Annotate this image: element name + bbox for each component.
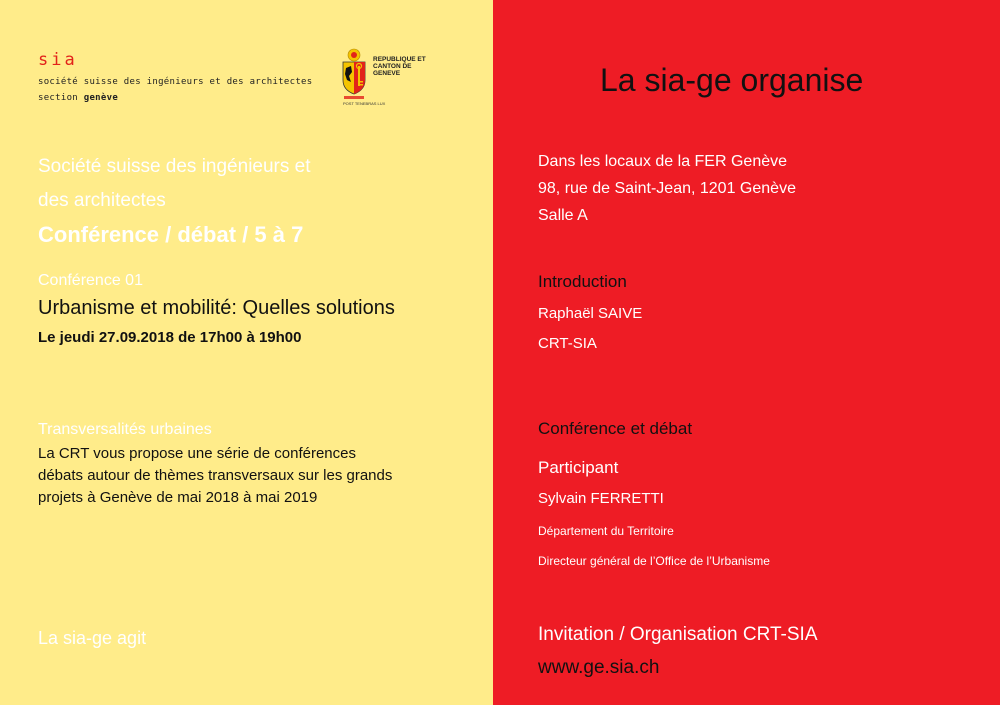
venue-line: Dans les locaux de la FER Genève [538, 153, 788, 170]
crest-motto: POST TENEBRAS LUX [343, 101, 386, 106]
venue-line: Salle A [538, 207, 588, 224]
crest-text: REPUBLIQUE ET CANTON DE GENEVE [373, 56, 426, 77]
section-title: Transversalités urbaines [38, 421, 212, 438]
intro-speaker-name: Raphaël SAIVE [538, 305, 643, 322]
right-heading: La sia-ge organise [600, 62, 864, 98]
right-panel [493, 0, 1000, 705]
left-footer: La sia-ge agit [38, 628, 147, 648]
participant-title: Participant [538, 458, 619, 477]
participant-department: Département du Territoire [538, 524, 674, 538]
society-line-2: des architectes [38, 190, 166, 211]
participant-role: Directeur général de l’Office de l’Urbanisme [538, 554, 770, 568]
sia-logo-mark: sia [38, 50, 78, 70]
conference-number: Conférence 01 [38, 272, 143, 289]
section-body-line: débats autour de thèmes transversaux sur les grands [38, 467, 393, 484]
conference-debate-title: Conférence et débat [538, 419, 693, 438]
conference-title: Conférence / débat / 5 à 7 [38, 222, 304, 247]
section-body-line: projets à Genève de mai 2018 à mai 2019 [38, 489, 318, 506]
venue-block [538, 148, 978, 229]
website-link[interactable]: www.ge.sia.ch [538, 657, 660, 678]
section-body [38, 443, 458, 509]
conference-subject: Urbanisme et mobilité: Quelles solutions [38, 297, 395, 319]
venue-line: 98, rue de Saint-Jean, 1201 Genève [538, 180, 796, 197]
section-body-line: La CRT vous propose une série de conférences [38, 445, 356, 462]
participant-name: Sylvain FERRETTI [538, 490, 664, 507]
intro-title: Introduction [538, 272, 627, 291]
sia-logo-line2 [38, 93, 118, 103]
sia-logo-line1: société suisse des ingénieurs et des architectes [38, 77, 313, 87]
geneva-coat-of-arms-icon [340, 46, 368, 102]
society-line-1: Société suisse des ingénieurs et [38, 156, 311, 177]
left-panel [0, 0, 493, 705]
sia-logo-line2-prefix: section [38, 93, 84, 103]
conference-date: Le jeudi 27.09.2018 de 17h00 à 19h00 [38, 329, 302, 346]
intro-speaker-org: CRT-SIA [538, 335, 597, 352]
invitation-line: Invitation / Organisation CRT-SIA [538, 624, 818, 645]
sia-logo-line2-bold: genève [83, 93, 119, 103]
